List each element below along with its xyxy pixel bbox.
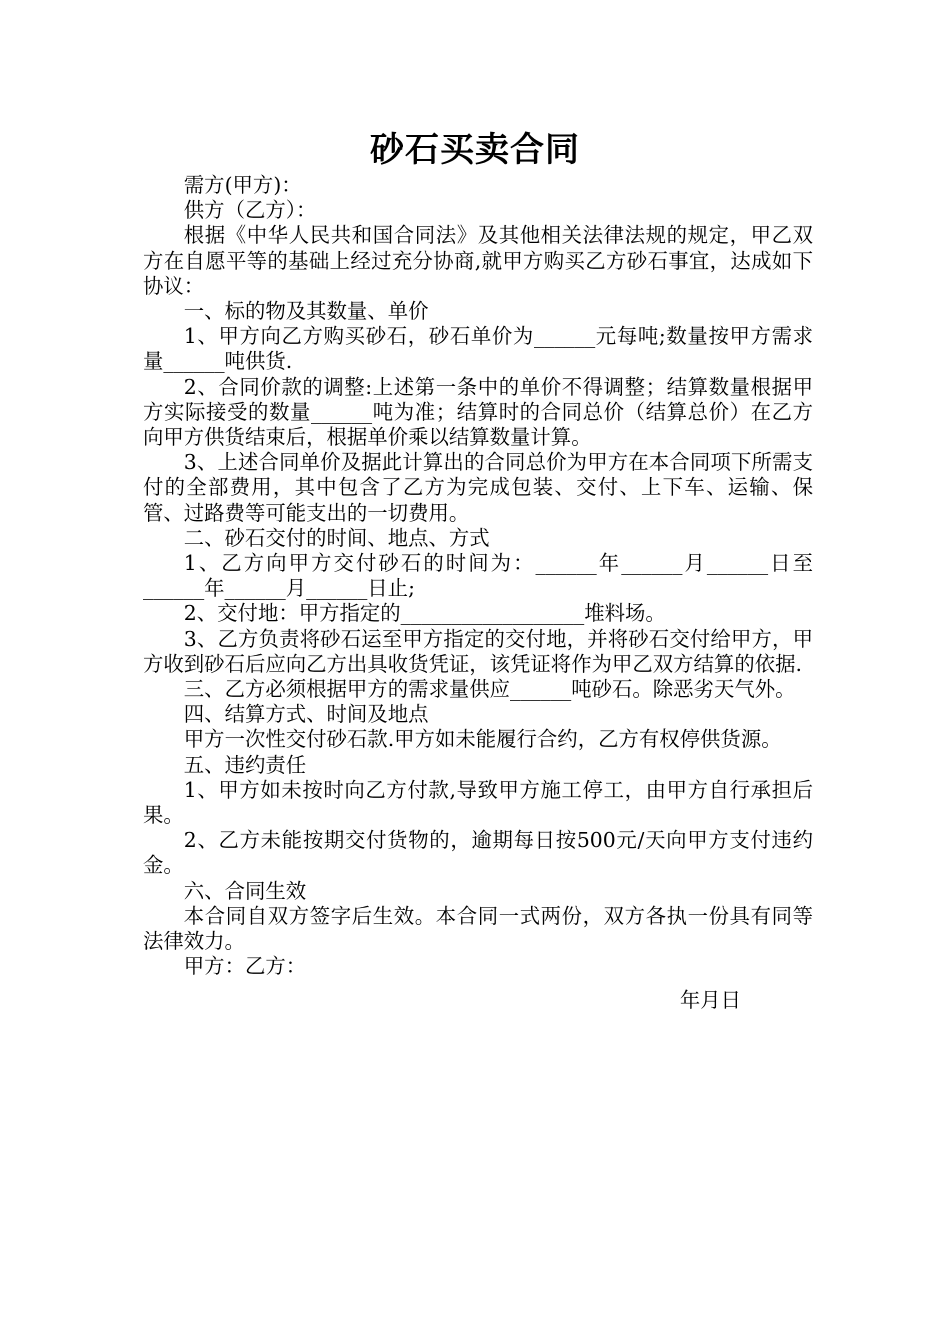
section-heading-6: 六、合同生效 xyxy=(183,878,307,903)
document-title: 砂石买卖合同 xyxy=(370,130,580,170)
clause-5-1: 1、甲方如未按时向乙方付款,导致甲方施工停工，由甲方自行承担后果。 xyxy=(143,777,813,828)
section-heading-4: 四、结算方式、时间及地点 xyxy=(183,702,429,727)
section-heading-5: 五、违约责任 xyxy=(183,752,307,777)
clause-2-2: 2、交付地：甲方指定的__________________堆料场。 xyxy=(183,601,666,626)
clause-4-1: 甲方一次性交付砂石款.甲方如未能履行合约，乙方有权停供货源。 xyxy=(183,727,782,752)
clause-1-2: 2、合同价款的调整:上述第一条中的单价不得调整；结算数量根据甲方实际接受的数量______吨为准；结算时的合同总价（结算总价）在乙方向甲方供货结束后，根据单价乘以结算数量计算。 xyxy=(143,374,813,450)
section-3-paragraph: 三、乙方必须根据甲方的需求量供应______吨砂石。除恶劣天气外。 xyxy=(183,677,796,702)
clause-1-3: 3、上述合同单价及据此计算出的合同总价为甲方在本合同项下所需支付的全部费用，其中包含了乙方为完成包装、交付、上下车、运输、保管、过路费等可能支出的一切费用。 xyxy=(143,450,813,525)
date-line: 年月日 xyxy=(679,987,741,1012)
buyer-line: 需方(甲方)： xyxy=(183,173,302,197)
signature-line: 甲方：乙方： xyxy=(183,954,307,979)
clause-2-3: 3、乙方负责将砂石运至甲方指定的交付地，并将砂石交付给甲方，甲方收到砂石后应向乙方出具收货凭证，该凭证将作为甲乙双方结算的依据. xyxy=(143,626,813,676)
clause-1-1: 1、甲方向乙方购买砂石，砂石单价为______元每吨;数量按甲方需求量______吨供货. xyxy=(143,324,813,374)
clause-2-1: 1、乙方向甲方交付砂石的时间为：______年______月______日至______年______月______日止; xyxy=(143,551,813,601)
section-heading-1: 一、标的物及其数量、单价 xyxy=(183,299,429,324)
section-heading-2: 二、砂石交付的时间、地点、方式 xyxy=(183,525,490,550)
document-body xyxy=(143,173,813,1013)
clause-6-1: 本合同自双方签字后生效。本合同一式两份，双方各执一份具有同等法律效力。 xyxy=(143,903,813,954)
preamble-paragraph: 根据《中华人民共和国合同法》及其他相关法律法规的规定，甲乙双方在自愿平等的基础上经过充分协商,就甲方购买乙方砂石事宜，达成如下协议： xyxy=(143,223,813,298)
clause-5-2: 2、乙方未能按期交付货物的，逾期每日按500元/天向甲方支付违约金。 xyxy=(143,828,813,878)
supplier-line: 供方（乙方）： xyxy=(183,198,317,223)
